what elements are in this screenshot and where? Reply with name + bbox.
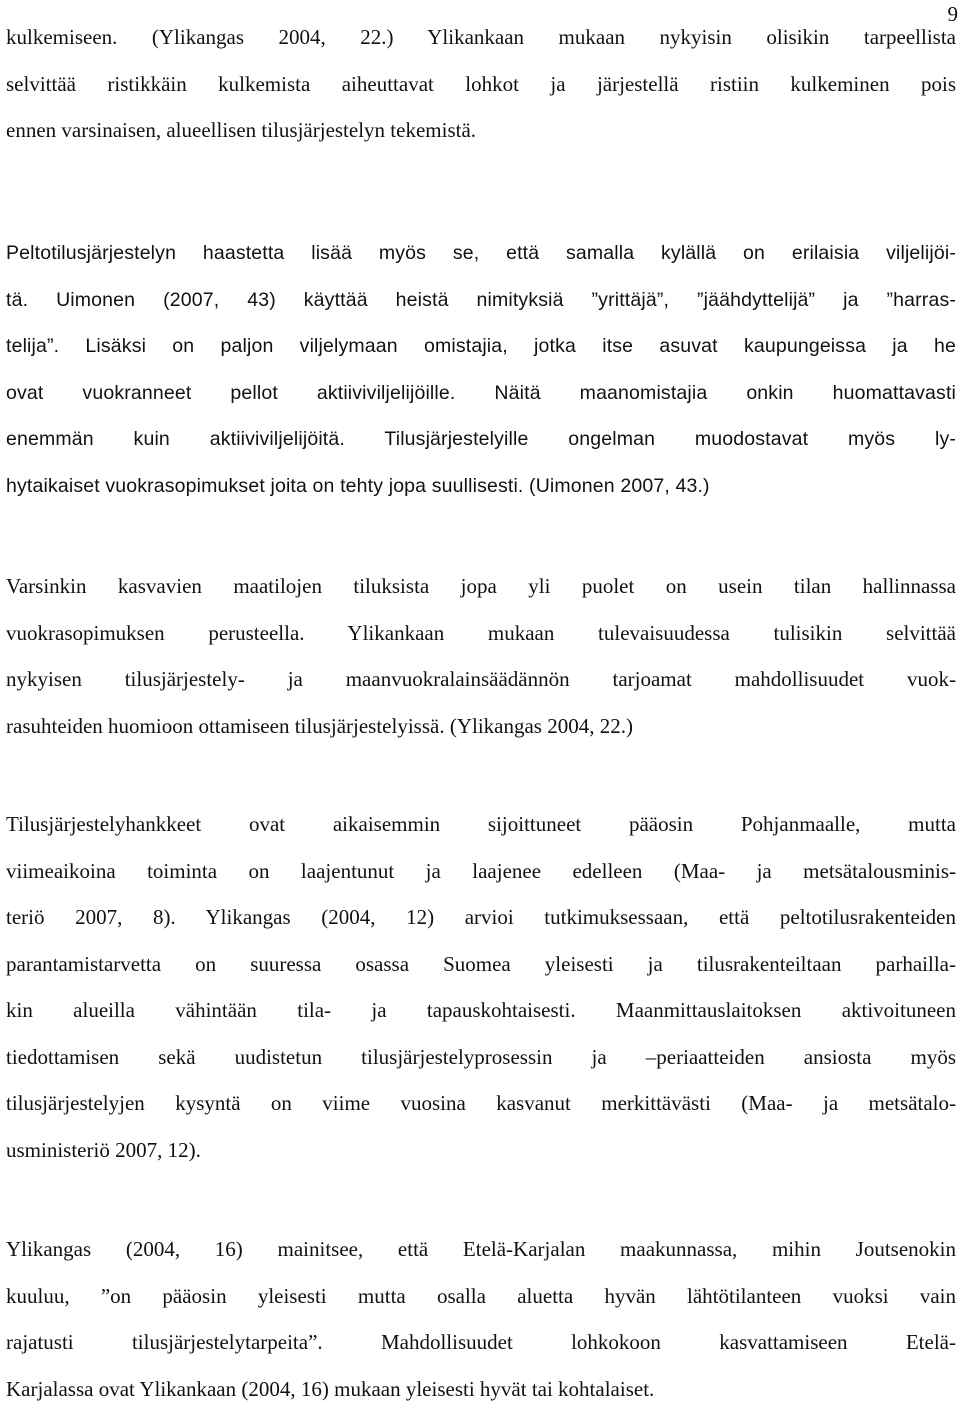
paragraph-2 — [6, 230, 956, 509]
text-line: enemmän kuin aktiiviviljelijöitä. Tilusjärjestelyille ongelman muodostavat myös ly- — [6, 416, 956, 463]
text-line: usministeriö 2007, 12). — [6, 1127, 956, 1174]
text-line: ennen varsinaisen, alueellisen tilusjärjestelyn tekemistä. — [6, 107, 956, 154]
paragraph-5 — [6, 1226, 956, 1412]
text-line: kin alueilla vähintään tila- ja tapauskohtaisesti. Maanmittauslaitoksen aktivoituneen — [6, 987, 956, 1034]
text-line: rajatusti tilusjärjestelytarpeita”. Mahdollisuudet lohkokoon kasvattamiseen Etelä- — [6, 1319, 956, 1366]
text-line: Tilusjärjestelyhankkeet ovat aikaisemmin sijoittuneet pääosin Pohjanmaalle, mutta — [6, 801, 956, 848]
text-line: viimeaikoina toiminta on laajentunut ja laajenee edelleen (Maa- ja metsätalousminis- — [6, 848, 956, 895]
text-line: Ylikangas (2004, 16) mainitsee, että Etelä-Karjalan maakunnassa, mihin Joutsenokin — [6, 1226, 956, 1273]
text-line: vuokrasopimuksen perusteella. Ylikankaan mukaan tulevaisuudessa tulisikin selvittää — [6, 610, 956, 657]
text-line: telija”. Lisäksi on paljon viljelymaan omistajia, jotka itse asuvat kaupungeissa ja he — [6, 323, 956, 370]
paragraph-1 — [6, 14, 956, 154]
text-line: kulkemiseen. (Ylikangas 2004, 22.) Ylikankaan mukaan nykyisin olisikin tarpeellista — [6, 14, 956, 61]
text-line: Karjalassa ovat Ylikankaan (2004, 16) mukaan yleisesti hyvät tai kohtalaiset. — [6, 1366, 956, 1412]
paragraph-4 — [6, 801, 956, 1173]
text-line: Varsinkin kasvavien maatilojen tiluksista jopa yli puolet on usein tilan hallinnassa — [6, 563, 956, 610]
text-line: selvittää ristikkäin kulkemista aiheuttavat lohkot ja järjestellä ristiin kulkeminen pois — [6, 61, 956, 108]
text-line: parantamistarvetta on suuressa osassa Suomea yleisesti ja tilusrakenteiltaan parhailla- — [6, 941, 956, 988]
text-line: tiedottamisen sekä uudistetun tilusjärjestelyprosessin ja –periaatteiden ansiosta myös — [6, 1034, 956, 1081]
text-line: Peltotilusjärjestelyn haastetta lisää myös se, että samalla kylällä on erilaisia viljelijöi- — [6, 230, 956, 277]
text-line: rasuhteiden huomioon ottamiseen tilusjärjestelyissä. (Ylikangas 2004, 22.) — [6, 703, 956, 750]
page-number: 9 — [948, 0, 959, 28]
text-line: kuuluu, ”on pääosin yleisesti mutta osalla aluetta hyvän lähtötilanteen vuoksi vain — [6, 1273, 956, 1320]
text-line: nykyisen tilusjärjestely- ja maanvuokralainsäädännön tarjoamat mahdollisuudet vuok- — [6, 656, 956, 703]
text-line: teriö 2007, 8). Ylikangas (2004, 12) arvioi tutkimuksessaan, että peltotilusrakenteiden — [6, 894, 956, 941]
paragraph-3 — [6, 563, 956, 749]
text-line: ovat vuokranneet pellot aktiiviviljelijöille. Näitä maanomistajia onkin huomattavasti — [6, 370, 956, 417]
text-line: tilusjärjestelyjen kysyntä on viime vuosina kasvanut merkittävästi (Maa- ja metsätalo- — [6, 1080, 956, 1127]
text-line: hytaikaiset vuokrasopimukset joita on tehty jopa suullisesti. (Uimonen 2007, 43.) — [6, 463, 956, 510]
text-line: tä. Uimonen (2007, 43) käyttää heistä nimityksiä ”yrittäjä”, ”jäähdyttelijä” ja ”harras- — [6, 277, 956, 324]
